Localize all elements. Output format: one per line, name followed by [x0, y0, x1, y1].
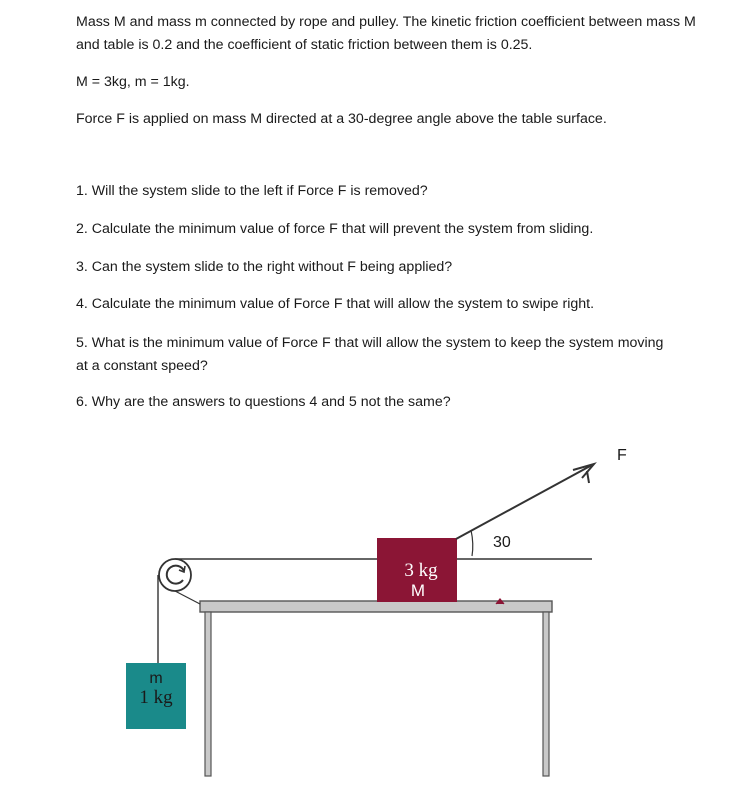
block-M-mass: 3 kg: [404, 560, 438, 581]
table-leg-right: [543, 612, 549, 776]
angle-arc: [471, 530, 473, 556]
question-5: 5. What is the minimum value of Force F that will allow the system to keep the system moving at a constant speed?: [76, 335, 664, 374]
question-6: 6. Why are the answers to questions 4 and 5 not the same?: [76, 394, 451, 410]
question-2: 2. Calculate the minimum value of force F that will prevent the system from sliding.: [76, 221, 594, 237]
block-M-label: M: [410, 581, 426, 600]
force-description: Force F is applied on mass M directed at a 30-degree angle above the table surface.: [76, 111, 607, 127]
intro-paragraph: Mass M and mass m connected by rope and pulley. The kinetic friction coefficient between mass M and table is 0.2 and the coefficient of static friction between them is 0.25.: [76, 14, 696, 53]
block-m-mass: 1 kg: [139, 687, 173, 708]
question-1: 1. Will the system slide to the left if Force F is removed?: [76, 183, 428, 199]
force-vector: [456, 465, 592, 539]
masses-line: M = 3kg, m = 1kg.: [76, 74, 190, 90]
pulley-icon: [159, 559, 200, 604]
force-label: F: [617, 447, 627, 464]
angle-label: 30: [493, 534, 511, 551]
question-4: 4. Calculate the minimum value of Force F that will allow the system to swipe right.: [76, 296, 595, 312]
block-m-label: m: [149, 670, 163, 687]
question-3: 3. Can the system slide to the right without F being applied?: [76, 259, 453, 275]
table-leg-left: [205, 612, 211, 776]
